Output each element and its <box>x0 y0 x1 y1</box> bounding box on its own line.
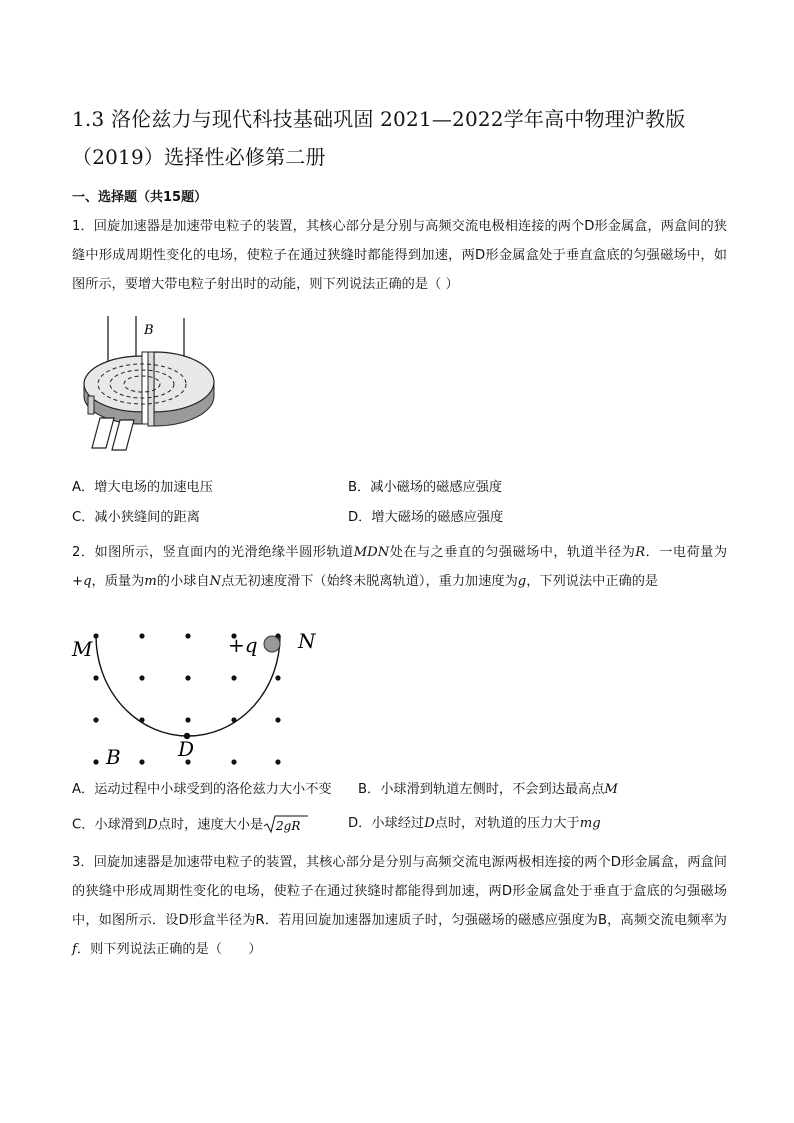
q2-option-d-text: D．小球经过 <box>348 816 425 831</box>
q2-stem-text-6: 点无初速度滑下（始终未脱离轨道），重力加速度为 <box>221 574 518 589</box>
q2-stem-text-2: 处在与之垂直的匀强磁场中，轨道半径为 <box>389 545 636 560</box>
q2-var-g: g <box>517 574 527 589</box>
label-b: B <box>106 745 121 769</box>
q2-option-c-text: C．小球滑到 <box>72 817 148 833</box>
question-3-stem <box>72 848 727 964</box>
q2-option-d-mg: mg <box>579 816 601 831</box>
q2-option-d-text-2: 点时，对轨道的压力大于 <box>434 816 580 831</box>
q1-option-c: C．减小狭缝间的距离 <box>72 510 200 525</box>
q2-option-c <box>72 814 309 836</box>
question-1-stem: 1．回旋加速器是加速带电粒子的装置，其核心部分是分别与高频交流电极相连接的两个D形金属盒，两盒间的狭缝中形成周期性变化的电场，使粒子在通过狭缝时都能得到加速，两D形金属盒处于垂直盒底的匀强磁场中，如图所示，要增大带电粒子射出时的动能，则下列说法正确的是（ ） <box>72 219 727 292</box>
label-charge: +q <box>228 633 258 657</box>
q2-var-m: m <box>144 574 157 589</box>
q2-stem-text-3: ．一电荷量为+ <box>72 545 728 589</box>
q2-option-b-text: B．小球滑到轨道左侧时，不会到达最高点 <box>358 782 605 797</box>
sqrt-expression <box>263 814 309 835</box>
q2-option-a: A．运动过程中小球受到的洛伦兹力大小不变 <box>72 782 332 797</box>
q2-var-mdn: MDN <box>353 545 390 560</box>
sqrt-radicand: 2gR <box>276 819 301 833</box>
label-n: N <box>298 629 316 653</box>
q3-stem-text-1: 3．回旋加速器是加速带电粒子的装置，其核心部分是分别与高频交流电源两极相连接的两个D形金属盒，两盒间的狭缝中形成周期性变化的电场，使粒子在通过狭缝时都能得到加速，两D形金属盒处于垂直于盒底的匀强磁场中，如图所示．设D形盒半径为R．若用回旋加速器加速质子时，匀强磁场的磁感应强度为B，高频交流电频率为 <box>72 855 727 928</box>
document-title <box>72 100 732 176</box>
title-line-2: （2019）选择性必修第二册 <box>72 145 326 169</box>
q3-stem-text-2: ．则下列说法正确的是（ ） <box>76 942 262 957</box>
q2-option-c-text-2: 点时，速度大小是 <box>157 817 264 833</box>
field-label-b: B <box>144 323 154 338</box>
q2-var-n: N <box>209 574 222 589</box>
q2-option-b <box>358 780 618 800</box>
cyclotron-figure <box>80 308 230 458</box>
q2-option-d-var: D <box>424 816 435 831</box>
q2-stem-text-7: ，下列说法中正确的是 <box>526 574 659 589</box>
q2-option-d <box>348 814 601 834</box>
q2-stem-text-4: ，质量为 <box>91 574 145 589</box>
q1-option-d: D．增大磁场的磁感应强度 <box>348 510 504 525</box>
q3-var-f: f <box>72 942 77 957</box>
q2-var-q: q <box>83 574 92 589</box>
q1-option-b: B．减小磁场的磁感应强度 <box>348 480 503 495</box>
question-2-stem <box>72 538 727 596</box>
q2-var-r: R <box>635 545 646 560</box>
section-header: 一、选择题（共15题） <box>72 190 208 205</box>
q1-option-a: A．增大电场的加速电压 <box>72 480 213 495</box>
q2-stem-text-5: 的小球自 <box>156 574 210 589</box>
label-d: D <box>178 737 195 761</box>
charged-ball <box>264 636 280 652</box>
q2-option-c-var: D <box>147 817 158 833</box>
q2-option-b-var: M <box>604 782 618 797</box>
semicircle-track-figure <box>66 626 326 774</box>
label-m: M <box>72 637 93 661</box>
q2-stem-text-1: 2．如图所示，竖直面内的光滑绝缘半圆形轨道 <box>72 545 354 560</box>
title-line-1: 1.3 洛伦兹力与现代科技基础巩固 2021—2022学年高中物理沪教版 <box>72 107 686 131</box>
